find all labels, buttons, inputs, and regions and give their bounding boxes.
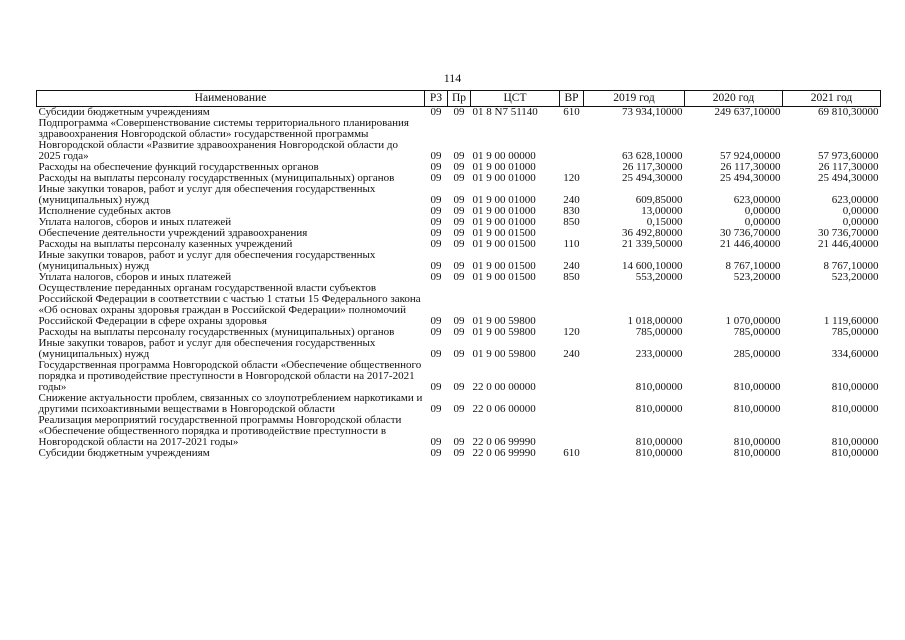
header-vr: ВР	[560, 91, 584, 107]
cell-pr: 09	[453, 381, 465, 393]
cell-cst: 01 9 00 01000	[472, 194, 536, 206]
cell-2019: 73 934,10000	[622, 106, 683, 118]
cell-2020: 25 494,30000	[720, 172, 781, 184]
cell-vr: 240	[563, 260, 580, 272]
cell-rz: 09	[430, 150, 442, 162]
cell-name: Расходы на выплаты персоналу казенных учреждений	[38, 238, 293, 250]
cell-cst: 01 9 00 01500	[472, 271, 536, 283]
cell-2021: 57 973,60000	[818, 150, 879, 162]
cell-2020: 810,00000	[733, 447, 781, 459]
cell-cst: 01 8 N7 51140	[472, 106, 538, 118]
cell-2021: 810,00000	[831, 403, 879, 415]
cell-cst: 01 9 00 01500	[472, 238, 536, 250]
cell-pr: 09	[453, 326, 465, 338]
cell-pr: 09	[453, 436, 465, 448]
cell-cst: 01 9 00 00000	[472, 150, 536, 162]
cell-cst: 22 0 06 99990	[472, 436, 536, 448]
cell-rz: 09	[430, 227, 442, 239]
cell-2021: 810,00000	[831, 447, 879, 459]
cell-pr: 09	[453, 447, 465, 459]
header-2020: 2020 год	[685, 91, 783, 107]
cell-2020: 57 924,00000	[720, 150, 781, 162]
cell-2019: 553,20000	[635, 271, 683, 283]
table-row	[37, 360, 881, 393]
cell-cst: 01 9 00 01000	[472, 161, 536, 173]
cell-2021: 30 736,70000	[818, 227, 879, 239]
cell-2021: 0,00000	[842, 205, 879, 217]
cell-2019: 25 494,30000	[622, 172, 683, 184]
cell-cst: 22 0 06 99990	[472, 447, 536, 459]
cell-vr	[560, 393, 584, 415]
cell-name: Уплата налогов, сборов и иных платежей	[38, 216, 232, 228]
cell-2021: 810,00000	[831, 436, 879, 448]
cell-name: Субсидии бюджетным учреждениям	[38, 106, 210, 118]
cell-name: Подпрограмма «Совершенствование системы территориального планирования здравоохранения Новгородской области» государственной программы Новгородской области «Развитие здравоохранения Новгородской области до 2025 года»	[38, 117, 409, 162]
cell-2019: 1 018,00000	[627, 315, 683, 327]
cell-2020: 810,00000	[733, 436, 781, 448]
cell-name: Реализация мероприятий государственной программы Новгородской области «Обеспечение общественного порядка и противодействие преступности в Новгородской области на 2017-2021 годы»	[38, 414, 402, 448]
cell-name: Исполнение судебных актов	[38, 205, 171, 217]
cell-rz: 09	[430, 315, 442, 327]
cell-2020: 285,00000	[733, 348, 781, 360]
header-pr: Пр	[448, 91, 471, 107]
cell-pr: 09	[453, 348, 465, 360]
cell-name: Иные закупки товаров, работ и услуг для обеспечения государственных (муниципальных) нужд	[38, 337, 376, 360]
cell-2020: 0,00000	[744, 216, 781, 228]
cell-2019: 0,15000	[646, 216, 683, 228]
cell-vr: 610	[563, 447, 580, 459]
cell-2020: 523,20000	[733, 271, 781, 283]
cell-pr: 09	[453, 271, 465, 283]
cell-vr: 610	[563, 106, 580, 118]
cell-2019: 13,00000	[641, 205, 683, 217]
cell-vr: 120	[563, 326, 580, 338]
cell-name: Государственная программа Новгородской области «Обеспечение общественного порядка и противодействие преступности в Новгородской области на 2017-2021 годы»	[38, 359, 422, 393]
cell-name: Иные закупки товаров, работ и услуг для обеспечения государственных (муниципальных) нужд	[38, 183, 376, 206]
header-2021: 2021 год	[783, 91, 881, 107]
cell-2019: 36 492,80000	[622, 227, 683, 239]
table-row	[37, 250, 881, 272]
cell-vr: 850	[563, 271, 580, 283]
cell-2019: 609,85000	[635, 194, 683, 206]
budget-table	[36, 90, 881, 459]
cell-2021: 21 446,40000	[818, 238, 879, 250]
cell-rz: 09	[430, 172, 442, 184]
cell-rz: 09	[430, 161, 442, 173]
cell-2021: 69 810,30000	[818, 106, 879, 118]
cell-2021: 810,00000	[831, 381, 879, 393]
cell-pr: 09	[453, 227, 465, 239]
cell-2019: 810,00000	[635, 403, 683, 415]
cell-rz: 09	[430, 194, 442, 206]
cell-cst: 01 9 00 59800	[472, 315, 536, 327]
table-body	[37, 107, 881, 460]
cell-cst: 22 0 06 00000	[472, 403, 536, 415]
cell-name: Расходы на выплаты персоналу государственных (муниципальных) органов	[38, 326, 395, 338]
cell-2019: 810,00000	[635, 447, 683, 459]
cell-name: Осуществление переданных органам государственной власти субъектов Российской Федерации в соответствии с частью 1 статьи 15 Федерального закона «Об основах охраны здоровья граждан в Российской Федерации» полномочий Российской Федерации в сфере охраны здоровья	[38, 282, 421, 327]
cell-cst: 22 0 00 00000	[472, 381, 536, 393]
cell-pr: 09	[453, 161, 465, 173]
cell-rz: 09	[430, 106, 442, 118]
cell-vr: 850	[563, 216, 580, 228]
cell-2020: 21 446,40000	[720, 238, 781, 250]
cell-vr: 110	[563, 238, 580, 250]
header-rz: РЗ	[425, 91, 448, 107]
cell-vr	[560, 415, 584, 448]
cell-2020: 810,00000	[733, 381, 781, 393]
page-number: 114	[443, 71, 462, 85]
cell-rz: 09	[430, 271, 442, 283]
header-2019: 2019 год	[584, 91, 685, 107]
cell-2021: 25 494,30000	[818, 172, 879, 184]
cell-pr: 09	[453, 172, 465, 184]
cell-2019: 785,00000	[635, 326, 683, 338]
cell-2020: 785,00000	[733, 326, 781, 338]
cell-name: Расходы на выплаты персоналу государственных (муниципальных) органов	[38, 172, 395, 184]
table-row	[37, 393, 881, 415]
cell-2021: 334,60000	[831, 348, 879, 360]
cell-name: Обеспечение деятельности учреждений здравоохранения	[38, 227, 308, 239]
cell-cst: 01 9 00 01500	[472, 227, 536, 239]
cell-2021: 785,00000	[831, 326, 879, 338]
table-row	[37, 338, 881, 360]
cell-pr: 09	[453, 150, 465, 162]
cell-name: Расходы на обеспечение функций государственных органов	[38, 161, 319, 173]
cell-2020: 26 117,30000	[720, 161, 781, 173]
cell-vr: 240	[563, 194, 580, 206]
table-row	[37, 118, 881, 162]
table-row	[37, 448, 881, 459]
cell-pr: 09	[453, 194, 465, 206]
cell-2021: 623,00000	[831, 194, 879, 206]
cell-pr: 09	[453, 216, 465, 228]
table-row	[37, 184, 881, 206]
cell-rz: 09	[430, 447, 442, 459]
cell-vr: 120	[563, 172, 580, 184]
table-header-row	[37, 91, 881, 107]
cell-2020: 810,00000	[733, 403, 781, 415]
cell-2021: 1 119,60000	[823, 315, 879, 327]
cell-2020: 30 736,70000	[720, 227, 781, 239]
cell-rz: 09	[430, 216, 442, 228]
cell-pr: 09	[453, 238, 465, 250]
cell-vr	[560, 118, 584, 162]
cell-2020: 0,00000	[744, 205, 781, 217]
table-row	[37, 415, 881, 448]
cell-pr: 09	[453, 260, 465, 272]
cell-name: Иные закупки товаров, работ и услуг для обеспечения государственных (муниципальных) нужд	[38, 249, 376, 272]
cell-2020: 1 070,00000	[725, 315, 781, 327]
cell-name: Субсидии бюджетным учреждениям	[38, 447, 210, 459]
cell-cst: 01 9 00 59800	[472, 348, 536, 360]
cell-2019: 810,00000	[635, 436, 683, 448]
cell-vr	[560, 360, 584, 393]
cell-cst: 01 9 00 59800	[472, 326, 536, 338]
cell-rz: 09	[430, 436, 442, 448]
cell-2019: 63 628,10000	[622, 150, 683, 162]
header-cst: ЦСТ	[471, 91, 560, 107]
cell-2021: 523,20000	[831, 271, 879, 283]
cell-2021: 8 767,10000	[823, 260, 879, 272]
cell-2020: 623,00000	[733, 194, 781, 206]
cell-vr: 240	[563, 348, 580, 360]
cell-2019: 810,00000	[635, 381, 683, 393]
cell-2019: 26 117,30000	[622, 161, 683, 173]
cell-name: Снижение актуальности проблем, связанных со злоупотреблением наркотиками и другими психоактивными веществами в Новгородской области	[38, 392, 423, 415]
cell-2021: 26 117,30000	[818, 161, 879, 173]
cell-rz: 09	[430, 381, 442, 393]
cell-2020: 249 637,10000	[714, 106, 781, 118]
cell-2019: 14 600,10000	[622, 260, 683, 272]
cell-2019: 21 339,50000	[622, 238, 683, 250]
cell-vr: 830	[563, 205, 580, 217]
cell-rz: 09	[430, 205, 442, 217]
cell-2021: 0,00000	[842, 216, 879, 228]
cell-cst: 01 9 00 01500	[472, 260, 536, 272]
cell-pr: 09	[453, 315, 465, 327]
cell-rz: 09	[430, 260, 442, 272]
cell-name: Уплата налогов, сборов и иных платежей	[38, 271, 232, 283]
cell-rz: 09	[430, 403, 442, 415]
cell-cst: 01 9 00 01000	[472, 172, 536, 184]
cell-pr: 09	[453, 106, 465, 118]
header-name: Наименование	[37, 91, 425, 107]
cell-rz: 09	[430, 326, 442, 338]
cell-pr: 09	[453, 403, 465, 415]
table-row	[37, 283, 881, 327]
cell-2020: 8 767,10000	[725, 260, 781, 272]
cell-vr	[560, 283, 584, 327]
cell-cst: 01 9 00 01000	[472, 205, 536, 217]
cell-cst: 01 9 00 01000	[472, 216, 536, 228]
cell-pr: 09	[453, 205, 465, 217]
cell-2019: 233,00000	[635, 348, 683, 360]
cell-rz: 09	[430, 348, 442, 360]
cell-rz: 09	[430, 238, 442, 250]
